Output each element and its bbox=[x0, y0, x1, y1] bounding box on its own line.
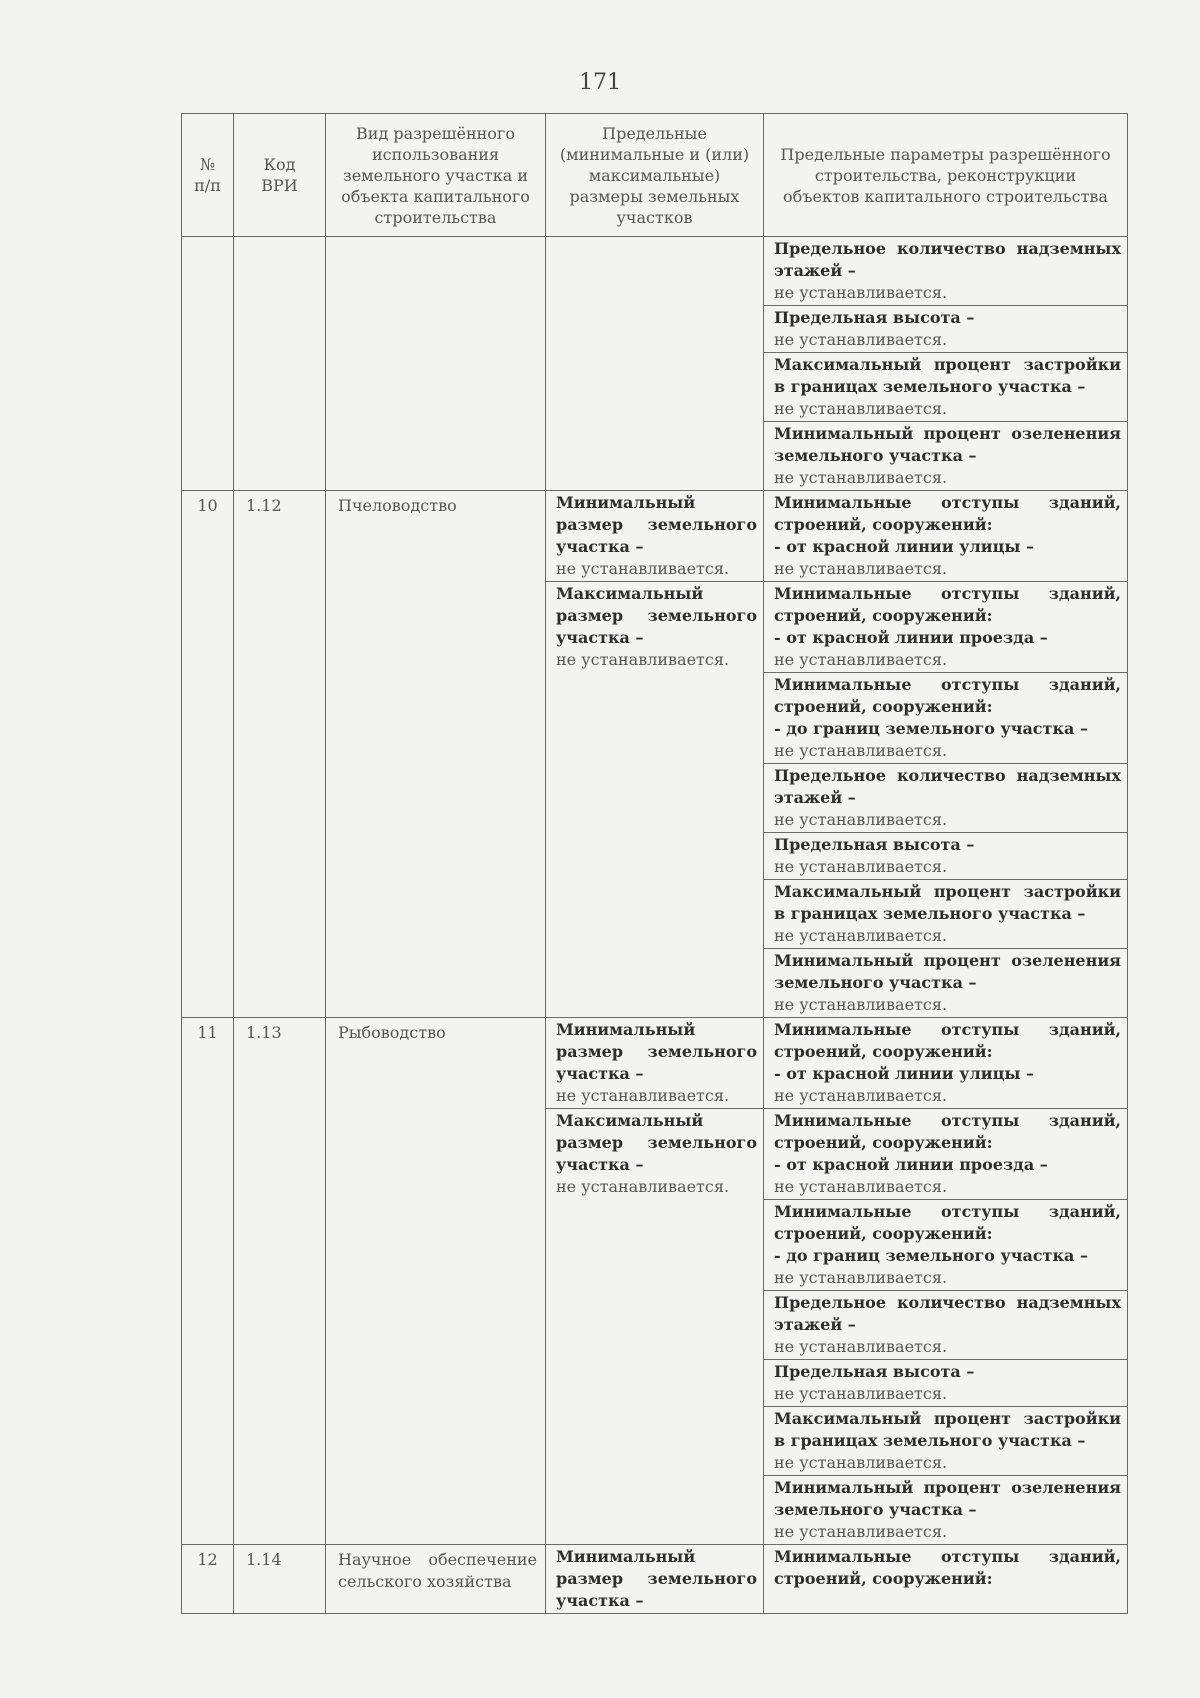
param-block-value: не устанавливается. bbox=[774, 1384, 948, 1403]
table-row bbox=[182, 491, 1128, 1018]
size-block-title: Минимальный размер земельного участка – bbox=[556, 1020, 757, 1083]
param-block bbox=[764, 491, 1127, 582]
param-block-dash: - от красной линии улицы – bbox=[774, 1064, 1035, 1083]
param-block-title: Предельное количество надземных этажей – bbox=[774, 1293, 1121, 1334]
param-block-title: Максимальный процент застройки в границах земельного участка – bbox=[774, 355, 1121, 396]
param-block-value: не устанавливается. bbox=[774, 1453, 948, 1472]
cell-num: 11 bbox=[182, 1018, 234, 1545]
param-block bbox=[764, 880, 1127, 949]
param-block-title: Минимальные отступы зданий, строений, сооружений: bbox=[774, 584, 1121, 625]
param-block bbox=[764, 1545, 1127, 1591]
param-block-title: Минимальные отступы зданий, строений, сооружений: bbox=[774, 675, 1121, 716]
param-block-dash: - от красной линии улицы – bbox=[774, 537, 1035, 556]
param-block bbox=[764, 582, 1127, 673]
cell-num: 10 bbox=[182, 491, 234, 1018]
cell-num bbox=[182, 237, 234, 491]
size-block bbox=[546, 1545, 763, 1613]
cell-code: 1.13 bbox=[234, 1018, 326, 1545]
header-num: № п/п bbox=[182, 114, 234, 237]
cell-name: Пчеловодство bbox=[326, 491, 546, 1018]
cell-name: Рыбоводство bbox=[326, 1018, 546, 1545]
param-block-dash: - от красной линии проезда – bbox=[774, 1155, 1048, 1174]
size-block-value: не устанавливается. bbox=[556, 650, 730, 669]
param-block-value: не устанавливается. bbox=[774, 1522, 948, 1541]
param-block-title: Предельная высота – bbox=[774, 835, 975, 854]
cell-name bbox=[326, 237, 546, 491]
param-block-value: не устанавливается. bbox=[774, 995, 948, 1014]
size-block bbox=[546, 1018, 763, 1109]
param-block-value: не устанавливается. bbox=[774, 741, 948, 760]
cell-size bbox=[546, 237, 764, 491]
cell-size bbox=[546, 491, 764, 1018]
cell-params bbox=[764, 491, 1128, 1018]
param-block-title: Максимальный процент застройки в границах земельного участка – bbox=[774, 882, 1121, 923]
param-block bbox=[764, 306, 1127, 353]
size-block-value: не устанавливается. bbox=[556, 559, 730, 578]
param-block-title: Минимальные отступы зданий, строений, сооружений: bbox=[774, 1020, 1121, 1061]
param-block bbox=[764, 422, 1127, 490]
param-block-value: не устанавливается. bbox=[774, 330, 948, 349]
size-block-value: не устанавливается. bbox=[556, 1177, 730, 1196]
param-block-value: не устанавливается. bbox=[774, 559, 948, 578]
param-block bbox=[764, 1360, 1127, 1407]
param-block bbox=[764, 1018, 1127, 1109]
page-number: 171 bbox=[579, 70, 621, 95]
cell-code: 1.12 bbox=[234, 491, 326, 1018]
param-block-value: не устанавливается. bbox=[774, 283, 948, 302]
param-block bbox=[764, 1291, 1127, 1360]
param-block-title: Максимальный процент застройки в границах земельного участка – bbox=[774, 1409, 1121, 1450]
param-block bbox=[764, 1200, 1127, 1291]
cell-code bbox=[234, 237, 326, 491]
param-block bbox=[764, 1109, 1127, 1200]
table-row bbox=[182, 1545, 1128, 1614]
param-block-title: Предельное количество надземных этажей – bbox=[774, 766, 1121, 807]
param-block-dash: - от красной линии проезда – bbox=[774, 628, 1048, 647]
zoning-table bbox=[181, 113, 1128, 1614]
param-block-title: Предельная высота – bbox=[774, 1362, 975, 1381]
param-block bbox=[764, 353, 1127, 422]
cell-params bbox=[764, 1545, 1128, 1614]
param-block-dash: - до границ земельного участка – bbox=[774, 1246, 1088, 1265]
header-params: Предельные параметры разрешённого строительства, реконструкции объектов капитального строительства bbox=[764, 114, 1128, 237]
param-block-value: не устанавливается. bbox=[774, 1086, 948, 1105]
param-block-value: не устанавливается. bbox=[774, 1268, 948, 1287]
cell-params bbox=[764, 1018, 1128, 1545]
param-block-value: не устанавливается. bbox=[774, 650, 948, 669]
param-block bbox=[764, 673, 1127, 764]
param-block-title: Предельное количество надземных этажей – bbox=[774, 239, 1121, 280]
param-block bbox=[764, 833, 1127, 880]
param-block-value: не устанавливается. bbox=[774, 399, 948, 418]
param-block-value: не устанавливается. bbox=[774, 926, 948, 945]
param-block bbox=[764, 949, 1127, 1017]
param-block-title: Минимальные отступы зданий, строений, сооружений: bbox=[774, 1202, 1121, 1243]
param-block-title: Минимальный процент озеленения земельного участка – bbox=[774, 951, 1121, 992]
cell-size bbox=[546, 1018, 764, 1545]
table-row bbox=[182, 237, 1128, 491]
param-block bbox=[764, 1476, 1127, 1544]
param-block-title: Минимальные отступы зданий, строений, сооружений: bbox=[774, 1111, 1121, 1152]
param-block-title: Предельная высота – bbox=[774, 308, 975, 327]
size-block-title: Максимальный размер земельного участка – bbox=[556, 1111, 757, 1174]
param-block-value: не устанавливается. bbox=[774, 857, 948, 876]
cell-num: 12 bbox=[182, 1545, 234, 1614]
param-block-value: не устанавливается. bbox=[774, 468, 948, 487]
cell-size bbox=[546, 1545, 764, 1614]
param-block bbox=[764, 1407, 1127, 1476]
param-block-title: Минимальные отступы зданий, строений, сооружений: bbox=[774, 1547, 1121, 1588]
cell-params bbox=[764, 237, 1128, 491]
param-block-title: Минимальные отступы зданий, строений, сооружений: bbox=[774, 493, 1121, 534]
param-block-title: Минимальный процент озеленения земельного участка – bbox=[774, 1478, 1121, 1519]
param-block-title: Минимальный процент озеленения земельного участка – bbox=[774, 424, 1121, 465]
size-block bbox=[546, 491, 763, 582]
param-block bbox=[764, 237, 1127, 306]
header-code: Код ВРИ bbox=[234, 114, 326, 237]
table-header-row bbox=[182, 114, 1128, 237]
param-block-value: не устанавливается. bbox=[774, 1177, 948, 1196]
size-block bbox=[546, 582, 763, 672]
cell-code: 1.14 bbox=[234, 1545, 326, 1614]
param-block-value: не устанавливается. bbox=[774, 810, 948, 829]
header-size: Предельные (минимальные и (или) максимальные) размеры земельных участков bbox=[546, 114, 764, 237]
header-type: Вид разрешённого использования земельного участка и объекта капитального строительства bbox=[326, 114, 546, 237]
size-block-value: не устанавливается. bbox=[556, 1086, 730, 1105]
cell-name: Научное обеспечение сельского хозяйства bbox=[326, 1545, 546, 1614]
size-block-title: Минимальный размер земельного участка – bbox=[556, 1547, 757, 1610]
param-block-dash: - до границ земельного участка – bbox=[774, 719, 1088, 738]
table-row bbox=[182, 1018, 1128, 1545]
size-block-title: Минимальный размер земельного участка – bbox=[556, 493, 757, 556]
size-block-title: Максимальный размер земельного участка – bbox=[556, 584, 757, 647]
size-block bbox=[546, 1109, 763, 1199]
param-block bbox=[764, 764, 1127, 833]
param-block-value: не устанавливается. bbox=[774, 1337, 948, 1356]
